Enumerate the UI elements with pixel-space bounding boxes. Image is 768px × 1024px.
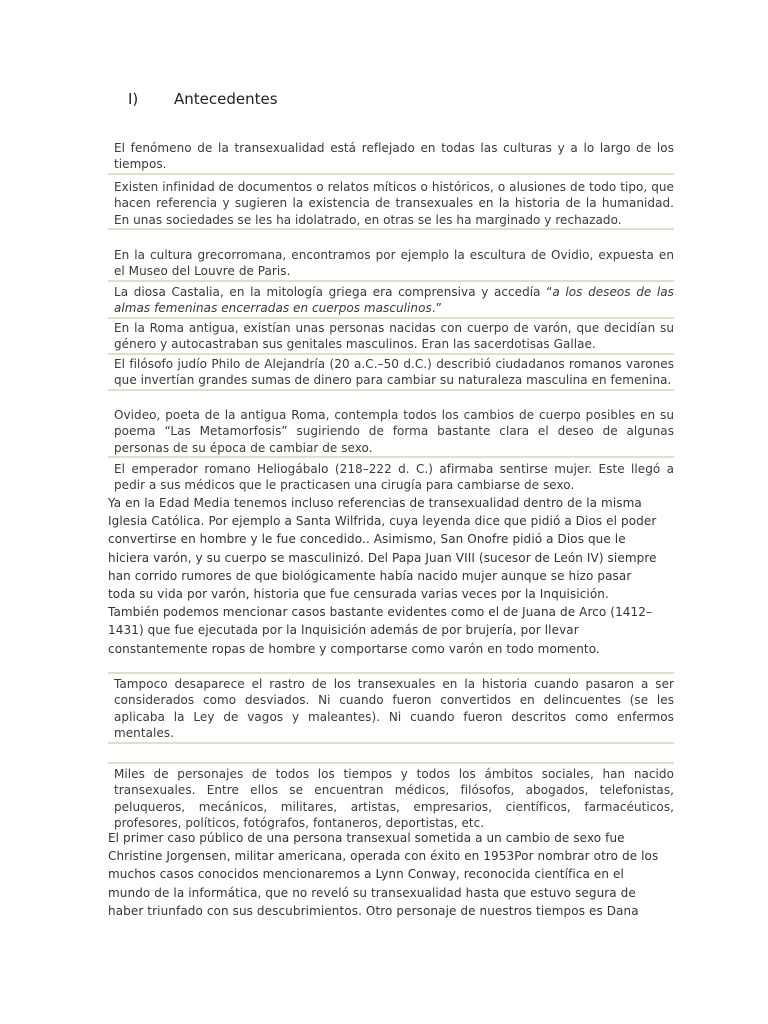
paragraph: El emperador romano Heliogábalo (218–222 d. C.) afirmaba sentirse mujer. Este llegó a pedir a sus médicos que le practicasen una cirugía para cambiarse de sexo. [114,462,674,493]
paragraph: Existen infinidad de documentos o relatos míticos o históricos, o alusiones de todo tipo, que hacen referencia y sugieren la existencia de transexuales en la historia de la humanidad. En unas sociedades se les ha idolatrado, en otras se les ha marginado y rechazado. [114,180,674,227]
body-paragraph-jorgensen: El primer caso público de una persona transexual sometida a un cambio de sexo fue Christine Jorgensen, militar americana, operada con éxito en 1953Por nombrar otro de los muchos casos conocidos mencionaremos a Lynn Conway, reconocida científica en el mundo de la informática, que no reveló su transexualidad hasta que estuvo segura de haber triunfado con sus descubrimientos. Otro personaje de nuestros tiempos es Dana [108,831,659,918]
text-box-5 [108,320,674,355]
section-title: Antecedentes [174,90,278,108]
text-box-4 [108,284,674,319]
text-box-7 [108,407,674,458]
paragraph: El filósofo judío Philo de Alejandría (20 a.C.–50 d.C.) describió ciudadanos romanos varones que invertían grandes sumas de dinero para cambiar su naturaleza masculina en femenina. [114,357,674,388]
quote-italic: a los deseos de las almas femeninas encerradas en cuerpos masculinos [114,285,674,316]
section-number: I) [128,90,139,108]
paragraph [114,284,674,317]
paragraph: Ovideo, poeta de la antigua Roma, contempla todos los cambios de cuerpo posibles en su poema “Las Metamorfosis” sugiriendo de forma bastante clara el deseo de algunas personas de su época de cambiar de sexo. [114,408,674,455]
body-paragraph-edad-media: Ya en la Edad Media tenemos incluso referencias de transexualidad dentro de la misma Iglesia Católica. Por ejemplo a Santa Wilfrida, cuya leyenda dice que pidió a Dios el poder convertirse en hombre y le fue concedido.. Asimismo, San Onofre pidió a Dios que le hiciera varón, y su cuerpo se masculinizó. Del Papa Juan VIII (sucesor de León IV) siempre han corrido rumores de que biológicamente había nacido mujer aunque se hizo pasar toda su vida por varón, historia que fue censurada varias veces por la Inquisición. También podemos mencionar casos bastante evidentes como el de Juana de Arco (1412–1431) que fue ejecutada por la Inquisición además de por brujería, por llevar constantemente ropas de hombre y comportarse como varón en todo momento. [108,496,657,656]
text-box-10 [108,762,674,832]
text-box-6 [108,356,674,391]
quote-intro: La diosa Castalia, en la mitología griega era comprensiva y accedía “ [114,285,553,299]
text-box-1 [108,140,674,175]
text-box-3 [108,247,674,282]
paragraph: En la cultura grecorromana, encontramos por ejemplo la escultura de Ovidio, expuesta en el Museo del Louvre de Paris. [114,248,674,279]
text-box-9 [108,672,674,744]
paragraph: Miles de personajes de todos los tiempos y todos los ámbitos sociales, han nacido transexuales. Entre ellos se encuentran médicos, filósofos, abogados, telefonistas, peluqueros, mecánicos, militares, artistas, empresarios, científicos, farmacéuticos, profesores, políticos, fotógrafos, fontaneros, deportistas, etc. [114,767,674,831]
text-box-2 [108,179,674,230]
paragraph: Tampoco desaparece el rastro de los transexuales en la historia cuando pasaron a ser considerados como desviados. Ni cuando fueron convertidos en delincuentes (se les aplicaba la Ley de vagos y maleantes). Ni cuando fueron descritos como enfermos mentales. [114,677,674,741]
section-heading [128,90,278,108]
paragraph: El fenómeno de la transexualidad está reflejado en todas las culturas y a lo largo de los tiempos. [114,141,674,172]
text-box-8 [108,461,674,494]
paragraph: En la Roma antigua, existían unas personas nacidas con cuerpo de varón, que decidían su género y autocastraban sus genitales masculinos. Eran las sacerdotisas Gallae. [114,321,674,352]
quote-end: .” [431,301,442,316]
